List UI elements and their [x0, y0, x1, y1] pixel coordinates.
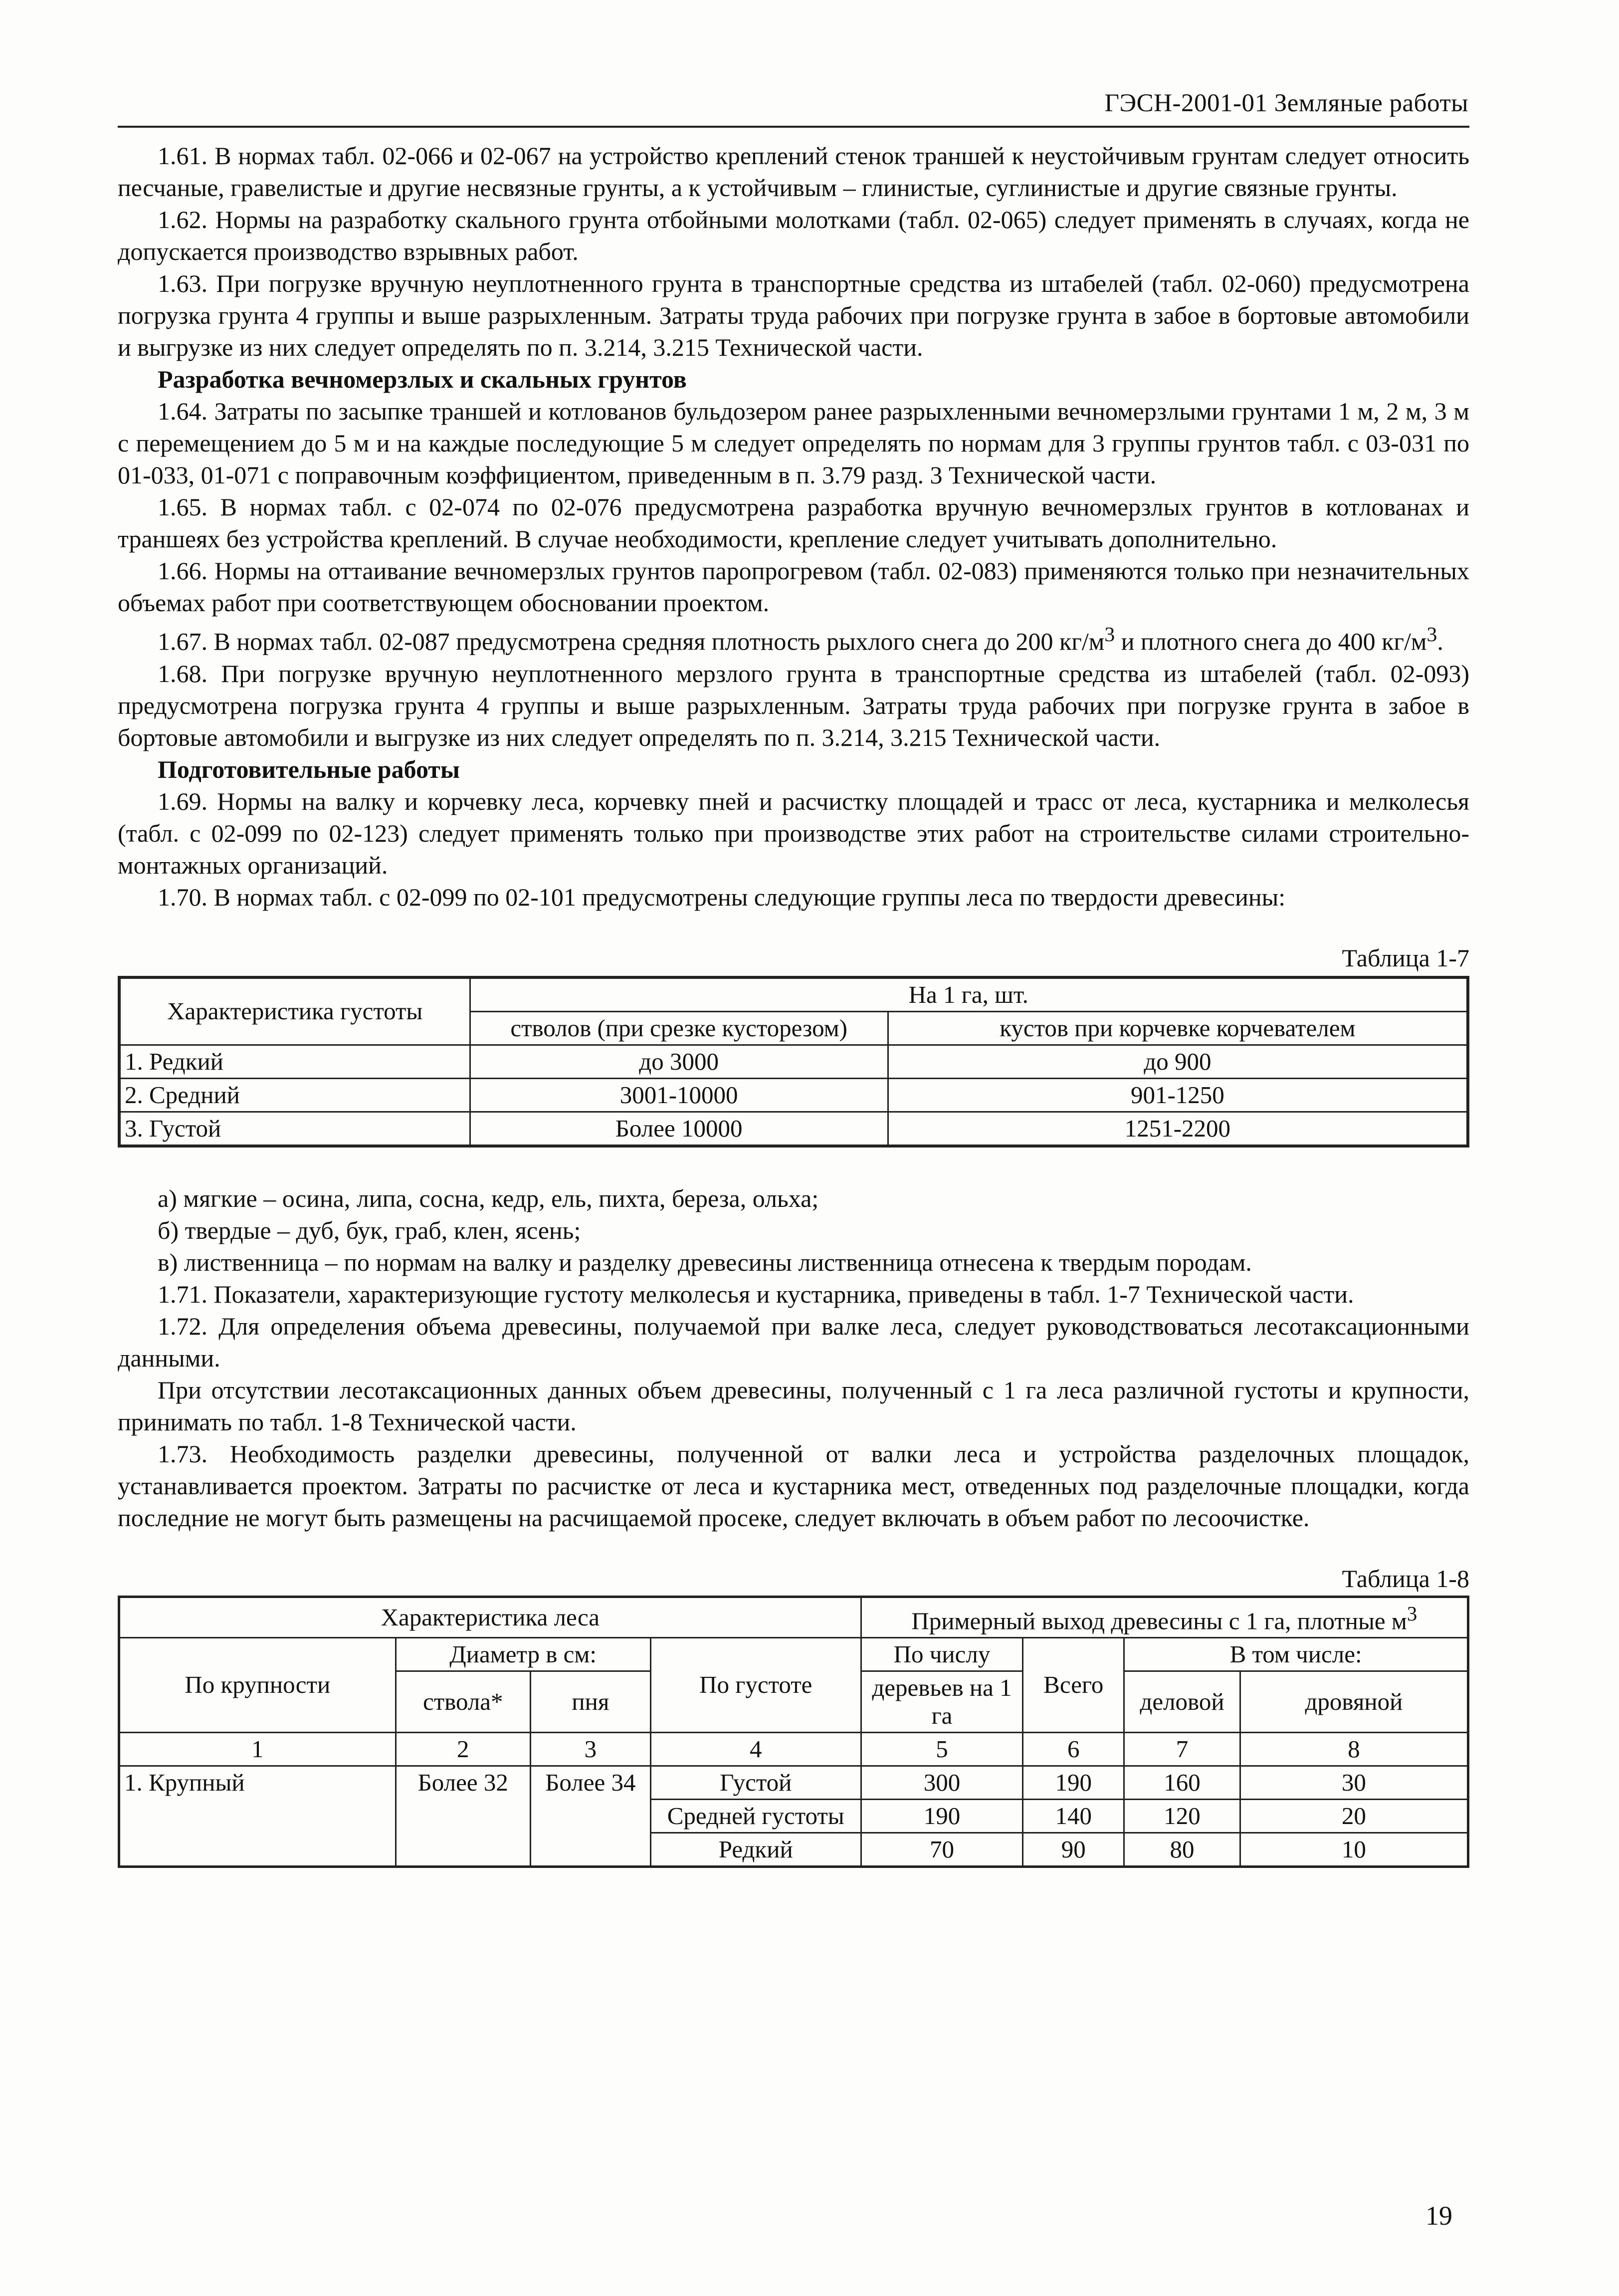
paragraph-1-66: 1.66. Нормы на оттаивание вечномерзлых грунтов паропрогревом (табл. 02-083) применяются только при незначительных объемах работ при соответствующем обосновании проектом.	[118, 557, 1469, 617]
table-header-cell: По крупности	[119, 1637, 396, 1732]
table-header-cell: В том числе:	[1124, 1637, 1468, 1671]
table-cell: 300	[861, 1766, 1023, 1799]
table-cell: до 900	[888, 1045, 1468, 1078]
table-cell: 1. Редкий	[119, 1045, 470, 1078]
table-cell: 3001-10000	[470, 1078, 888, 1112]
paragraph-1-68: 1.68. При погрузке вручную неуплотненного мерзлого грунта в транспортные средства из штабелей (табл. 02-093) предусмотрена погрузка грунта 4 группы и выше разрыхленным. Затраты труда рабочих при погрузке грунта в забое в бортовые автомобили и выгрузке из них следует определять по п. 3.214, 3.215 Технической части.	[118, 659, 1469, 751]
column-number-cell: 7	[1124, 1732, 1240, 1766]
list-item: а) мягкие – осина, липа, сосна, кедр, ель, пихта, береза, ольха;	[158, 1184, 819, 1212]
table-row	[119, 1045, 1468, 1078]
table-cell: 80	[1124, 1833, 1240, 1866]
table-cell: 1. Крупный	[119, 1766, 396, 1866]
table-row	[119, 977, 1468, 1012]
section-title-preparatory: Подготовительные работы	[158, 755, 460, 783]
superscript-3: 3	[1104, 623, 1115, 646]
table-1-7-caption: Таблица 1-7	[1342, 943, 1469, 972]
paragraph-1-67-part-c: .	[1437, 627, 1443, 656]
column-number-cell: 1	[119, 1732, 396, 1766]
table-cell: Более 34	[531, 1766, 651, 1866]
paragraph-1-65: 1.65. В нормах табл. с 02-074 по 02-076 предусмотрена разработка вручную вечномерзлых грунтов в котлованах и траншеях без устройства креплений. В случае необходимости, крепление следует учитывать дополнительно.	[118, 493, 1469, 553]
table-1-8	[118, 1596, 1469, 1868]
table-header-cell: дровяной	[1240, 1671, 1468, 1732]
table-header-cell: стволов (при срезке кусторезом)	[470, 1011, 888, 1045]
paragraph-1-71: 1.71. Показатели, характеризующие густоту мелколесья и кустарника, приведены в табл. 1-7 Технической части.	[158, 1280, 1354, 1308]
table-cell: до 3000	[470, 1045, 888, 1078]
table-cell: 140	[1023, 1799, 1124, 1833]
table-header-cell: Диаметр в см:	[396, 1637, 650, 1671]
section-title-permafrost: Разработка вечномерзлых и скальных грунтов	[158, 365, 687, 393]
table-header-cell: Всего	[1023, 1637, 1124, 1732]
table-cell: 190	[861, 1799, 1023, 1833]
list-item: в) лиственница – по нормам на валку и разделку древесины лиственница отнесена к твердым породам.	[158, 1248, 1252, 1276]
table-cell: 3. Густой	[119, 1112, 470, 1146]
table-header-cell	[861, 1597, 1468, 1637]
paragraph-1-63: 1.63. При погрузке вручную неуплотненного грунта в транспортные средства из штабелей (табл. 02-060) предусмотрена погрузка грунта 4 группы и выше разрыхленным. Затраты труда рабочих при погрузке грунта в забое в бортовые автомобили и выгрузке из них следует определять по п. 3.214, 3.215 Технической части.	[118, 269, 1469, 361]
column-number-cell: 3	[531, 1732, 651, 1766]
table-cell: Средней густоты	[650, 1799, 861, 1833]
paragraph-1-73: 1.73. Необходимость разделки древесины, полученной от валки леса и устройства разделочных площадок, устанавливается проектом. Затраты по расчистке от леса и кустарника мест, отведенных под разделочные площадки, когда последние не могут быть размещены на расчищаемой просеке, следует включать в объем работ по лесоочистке.	[118, 1439, 1469, 1532]
table-1-8-caption: Таблица 1-8	[1342, 1564, 1469, 1593]
paragraph-1-72: 1.72. Для определения объема древесины, получаемой при валке леса, следует руководствоваться лесотаксационными данными.	[118, 1312, 1469, 1372]
table-cell: 90	[1023, 1833, 1124, 1866]
table-header-cell: На 1 га, шт.	[470, 977, 1468, 1012]
table-cell: 120	[1124, 1799, 1240, 1833]
table-header-cell: По густоте	[650, 1637, 861, 1732]
document-body	[118, 140, 1469, 1868]
table-cell: 901-1250	[888, 1078, 1468, 1112]
table-cell: Густой	[650, 1766, 861, 1799]
table-header-text: Примерный выход древесины с 1 га, плотные м	[911, 1607, 1407, 1634]
table-1-7	[118, 976, 1469, 1148]
wood-groups-list	[118, 1182, 1469, 1278]
table-header-cell: Характеристика густоты	[119, 977, 470, 1045]
paragraph-forest-data: При отсутствии лесотаксационных данных объем древесины, полученный с 1 га леса различной густоты и крупности, принимать по табл. 1-8 Технической части.	[118, 1376, 1469, 1436]
paragraph-1-62: 1.62. Нормы на разработку скального грунта отбойными молотками (табл. 02-065) следует применять в случаях, когда не допускается производство взрывных работ.	[118, 206, 1469, 265]
paragraph-1-70: 1.70. В нормах табл. с 02-099 по 02-101 предусмотрены следующие группы леса по твердости древесины:	[158, 883, 1286, 911]
table-cell: 1251-2200	[888, 1112, 1468, 1146]
table-cell: 30	[1240, 1766, 1468, 1799]
table-row	[119, 1637, 1468, 1671]
paragraph-1-64: 1.64. Затраты по засыпке траншей и котлованов бульдозером ранее разрыхленными вечномерзлыми грунтами 1 м, 2 м, 3 м с перемещением до 5 м и на каждые последующие 5 м следует определять по нормам для 3 группы грунтов табл. с 03-031 по 01-033, 01-071 с поправочным коэффициентом, приведенным в п. 3.79 разд. 3 Технической части.	[118, 397, 1469, 489]
table-cell: Редкий	[650, 1833, 861, 1866]
table-header-cell: пня	[531, 1671, 651, 1732]
paragraph-1-67-part-a: 1.67. В нормах табл. 02-087 предусмотрена средняя плотность рыхлого снега до 200 кг/м	[158, 627, 1105, 656]
paragraph-1-69: 1.69. Нормы на валку и корчевку леса, корчевку пней и расчистку площадей и трасс от леса, кустарника и мелколесья (табл. с 02-099 по 02-123) следует применять только при производстве этих работ на строительстве силами строительно-монтажных организаций.	[118, 787, 1469, 879]
running-header: ГЭСН-2001-01 Земляные работы	[1104, 89, 1468, 117]
table-row	[119, 1732, 1468, 1766]
list-item: б) твердые – дуб, бук, граб, клен, ясень;	[158, 1216, 581, 1244]
superscript-3: 3	[1426, 623, 1437, 646]
paragraph-1-61: 1.61. В нормах табл. 02-066 и 02-067 на устройство креплений стенок траншей к неустойчивым грунтам следует относить песчаные, гравелистые и другие несвязные грунты, а к устойчивым – глинистые, суглинистые и другие связные грунты.	[118, 142, 1469, 202]
column-number-cell: 8	[1240, 1732, 1468, 1766]
table-cell: 10	[1240, 1833, 1468, 1866]
paragraph-1-67	[118, 619, 1469, 658]
table-cell: 160	[1124, 1766, 1240, 1799]
superscript-3: 3	[1407, 1602, 1417, 1625]
table-row	[119, 1597, 1468, 1637]
table-cell: 70	[861, 1833, 1023, 1866]
header-rule	[118, 126, 1469, 128]
table-cell: 2. Средний	[119, 1078, 470, 1112]
table-cell: 190	[1023, 1766, 1124, 1799]
table-cell: Более 32	[396, 1766, 531, 1866]
column-number-cell: 6	[1023, 1732, 1124, 1766]
column-number-cell: 4	[650, 1732, 861, 1766]
page-number: 19	[1425, 2201, 1452, 2231]
column-number-cell: 5	[861, 1732, 1023, 1766]
paragraph-1-67-part-b: и плотного снега до 400 кг/м	[1115, 627, 1427, 656]
table-header-cell: По числу	[861, 1637, 1023, 1671]
table-row	[119, 1766, 1468, 1799]
table-row	[119, 1078, 1468, 1112]
table-header-cell: Характеристика леса	[119, 1597, 861, 1637]
table-header-cell: деревьев на 1 га	[861, 1671, 1023, 1732]
table-row	[119, 1112, 1468, 1146]
column-number-cell: 2	[396, 1732, 531, 1766]
table-header-cell: кустов при корчевке корчевателем	[888, 1011, 1468, 1045]
table-header-cell: деловой	[1124, 1671, 1240, 1732]
table-cell: Более 10000	[470, 1112, 888, 1146]
table-cell: 20	[1240, 1799, 1468, 1833]
table-header-cell: ствола*	[396, 1671, 531, 1732]
